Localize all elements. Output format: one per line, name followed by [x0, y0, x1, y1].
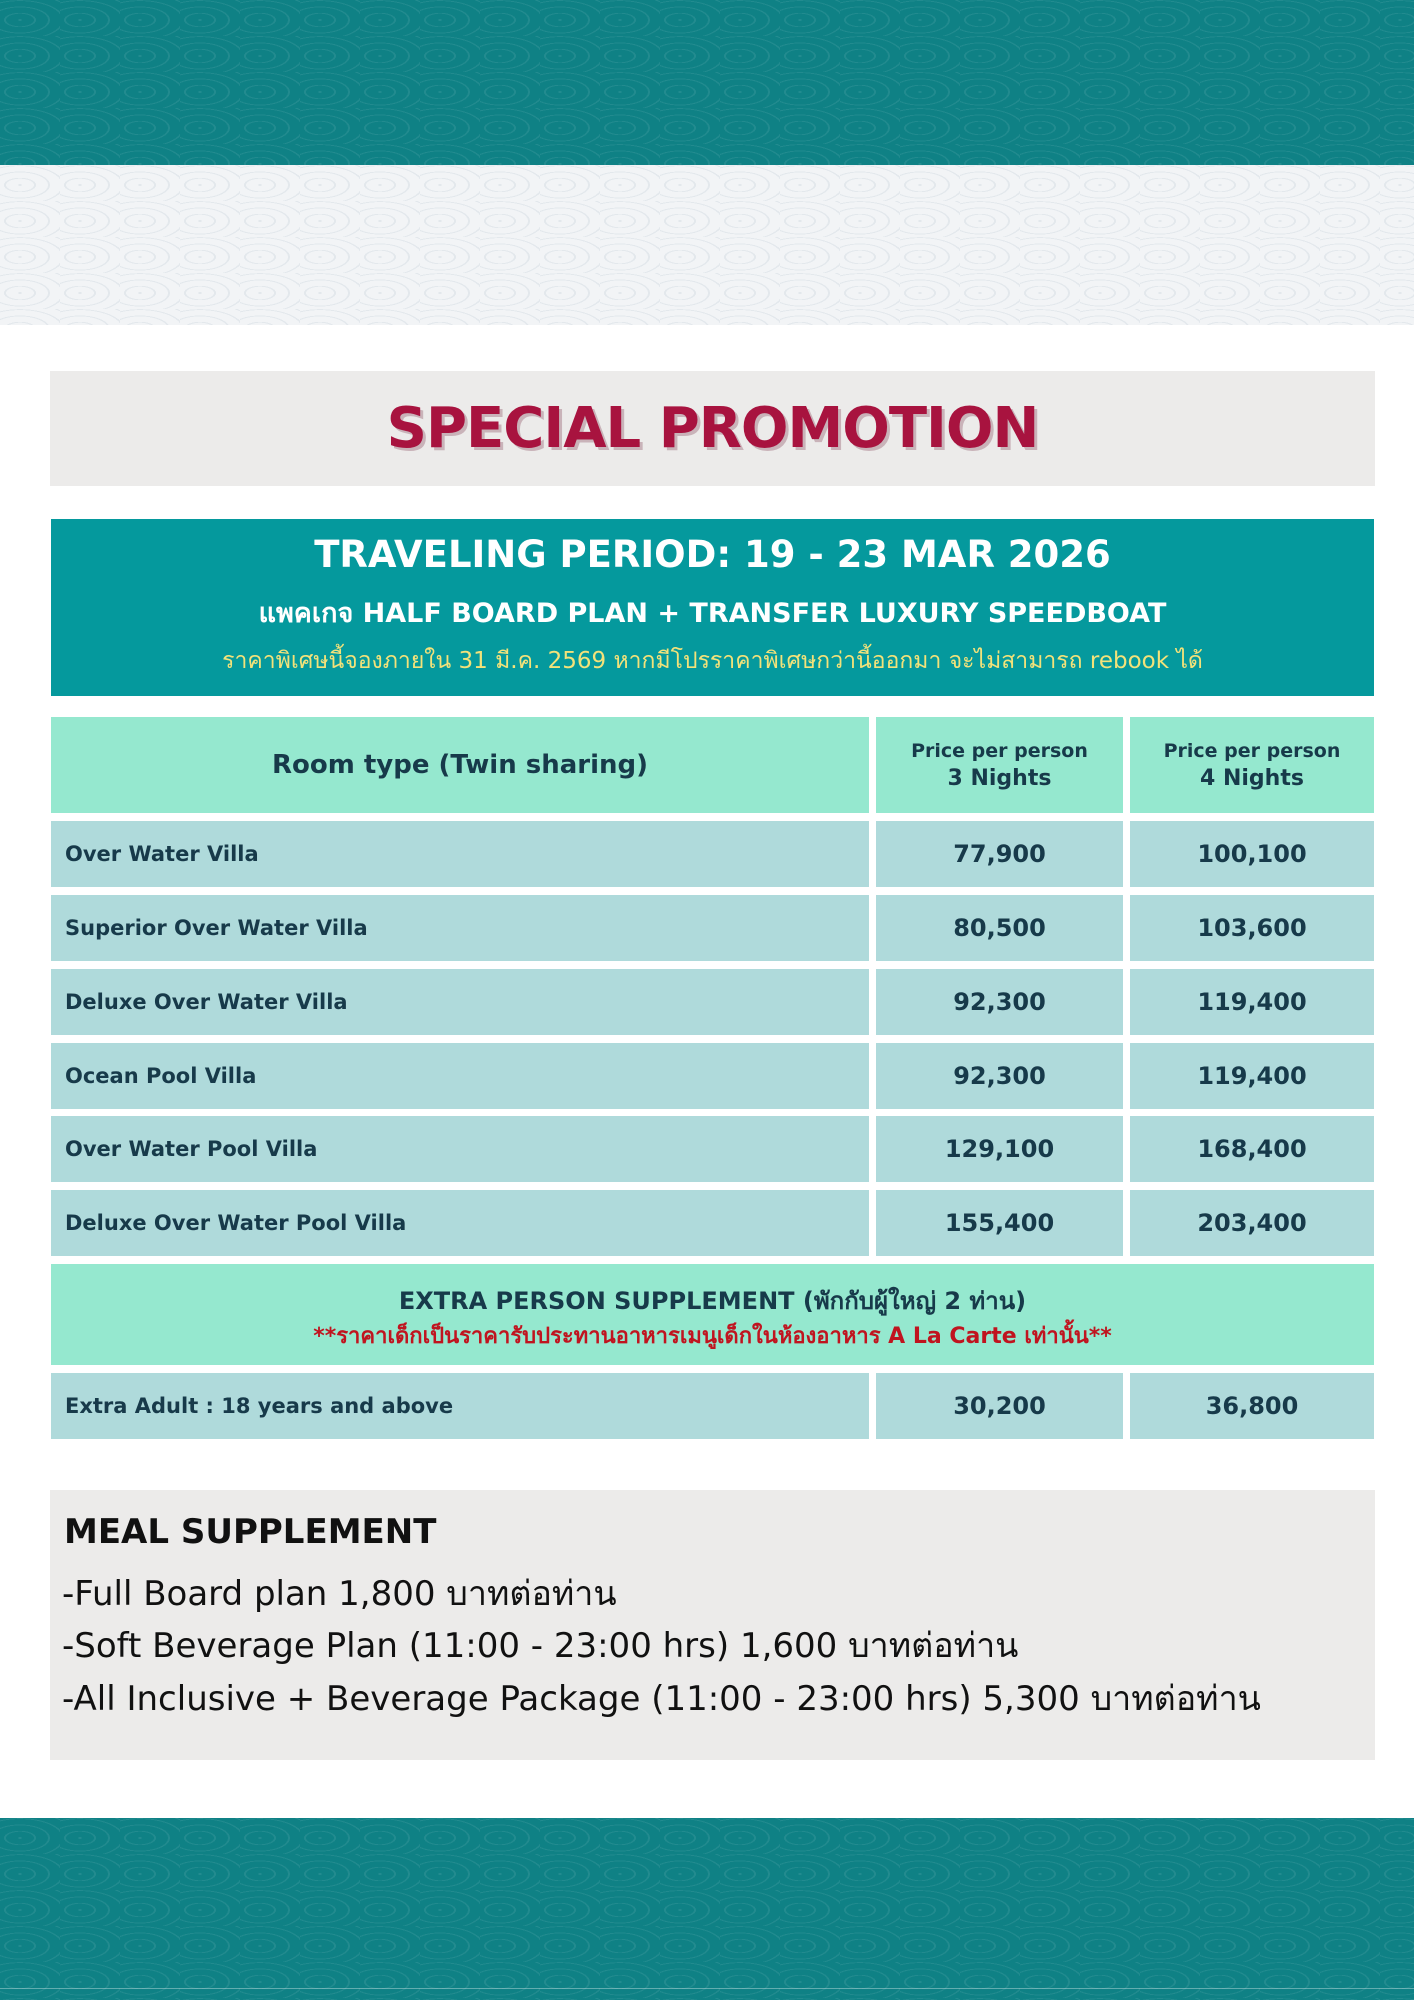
header-price-label: Price per person	[911, 739, 1088, 762]
promo-title-box	[50, 371, 1375, 486]
header-nights-label: 3 Nights	[947, 765, 1052, 791]
meal-line: -Full Board plan 1,800 บาทต่อท่าน	[62, 1574, 617, 1614]
header-price-label: Price per person	[1163, 739, 1341, 762]
extra-person-supplement-box	[51, 1264, 1374, 1365]
package-line: แพคเกจ HALF BOARD PLAN + TRANSFER LUXURY SPEEDBOAT	[258, 598, 1167, 629]
booking-note: ราคาพิเศษนี้จองภายใน 31 มี.ค. 2569 หากมีโปรราคาพิเศษกว่านี้ออกมา จะไม่สามารถ rebook ได้	[222, 648, 1203, 674]
traveling-period-box	[51, 519, 1374, 696]
price-4-nights-cell: 119,400	[1130, 1043, 1374, 1109]
header-price-4-nights	[1130, 717, 1374, 813]
meal-supplement-title: MEAL SUPPLEMENT	[64, 1512, 437, 1552]
page-title: SPECIAL PROMOTION	[386, 396, 1039, 461]
price-3-nights-cell: 129,100	[876, 1116, 1123, 1182]
meal-supplement-box	[50, 1490, 1375, 1760]
extra-adult-3-nights-cell: 30,200	[876, 1373, 1123, 1439]
room-name-cell: Deluxe Over Water Villa	[51, 969, 869, 1035]
header-nights-label: 4 Nights	[1200, 765, 1304, 791]
meal-line: -All Inclusive + Beverage Package (11:00 - 23:00 hrs) 5,300 บาทต่อท่าน	[62, 1679, 1261, 1719]
bottom-wave-band	[0, 1818, 1414, 2000]
room-name-cell: Deluxe Over Water Pool Villa	[51, 1190, 869, 1256]
extra-adult-4-nights-cell: 36,800	[1130, 1373, 1374, 1439]
top-wave-band	[0, 0, 1414, 165]
header-room-type-label: Room type (Twin sharing)	[271, 750, 649, 780]
extra-adult-cell: Extra Adult : 18 years and above	[51, 1373, 869, 1439]
price-3-nights-cell: 92,300	[876, 969, 1123, 1035]
supplement-title: EXTRA PERSON SUPPLEMENT (พักกับผู้ใหญ่ 2 ท่าน)	[398, 1287, 1027, 1315]
period-title: TRAVELING PERIOD: 19 - 23 MAR 2026	[314, 533, 1111, 576]
price-3-nights-cell: 77,900	[876, 821, 1123, 887]
bottom-divider	[0, 1988, 1414, 1989]
header-price-3-nights	[876, 717, 1123, 813]
price-4-nights-cell: 100,100	[1130, 821, 1374, 887]
meal-line: -Soft Beverage Plan (11:00 - 23:00 hrs) 1,600 บาทต่อท่าน	[62, 1626, 1019, 1666]
room-name-cell: Superior Over Water Villa	[51, 895, 869, 961]
light-wave-band	[0, 165, 1414, 325]
room-name-cell: Over Water Villa	[51, 821, 869, 887]
price-4-nights-cell: 168,400	[1130, 1116, 1374, 1182]
price-3-nights-cell: 155,400	[876, 1190, 1123, 1256]
room-name-cell: Ocean Pool Villa	[51, 1043, 869, 1109]
room-name-cell: Over Water Pool Villa	[51, 1116, 869, 1182]
price-3-nights-cell: 92,300	[876, 1043, 1123, 1109]
price-4-nights-cell: 103,600	[1130, 895, 1374, 961]
price-3-nights-cell: 80,500	[876, 895, 1123, 961]
header-room-type	[51, 717, 869, 813]
price-4-nights-cell: 119,400	[1130, 969, 1374, 1035]
price-4-nights-cell: 203,400	[1130, 1190, 1374, 1256]
supplement-note: **ราคาเด็กเป็นราคารับประทานอาหารเมนูเด็กในห้องอาหาร A La Carte เท่านั้น**	[313, 1324, 1112, 1349]
